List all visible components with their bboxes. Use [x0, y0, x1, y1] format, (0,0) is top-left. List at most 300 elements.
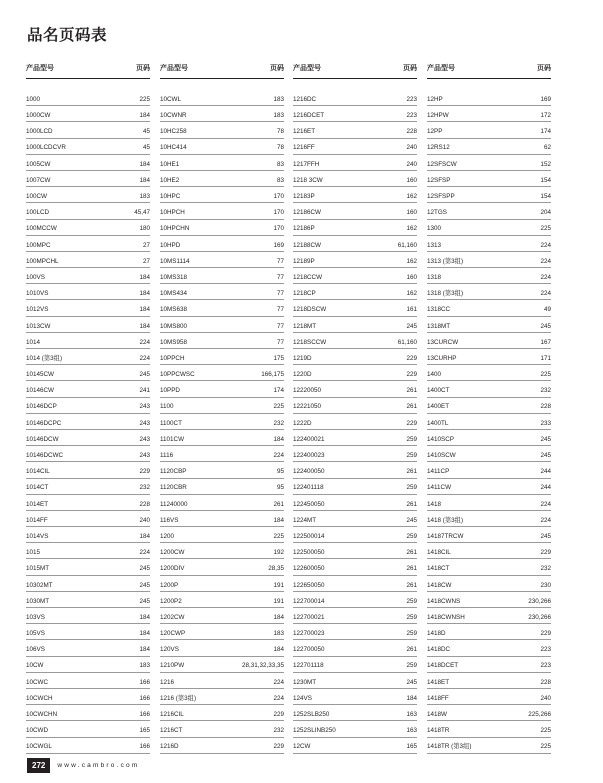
model-number: 1014FF — [26, 516, 48, 524]
table-row — [160, 430, 284, 446]
model-number: 1013CW — [26, 322, 51, 330]
table-row — [26, 527, 150, 543]
page-reference: 62 — [543, 144, 551, 152]
model-number: 1012VS — [26, 306, 49, 314]
page-footer — [27, 757, 139, 773]
model-number: 1218 3CW — [293, 176, 323, 184]
model-number: 1216DCET — [293, 112, 325, 120]
model-number: 1418CWNS — [427, 597, 461, 605]
table-row — [293, 252, 417, 268]
model-number: 1216ET — [293, 128, 316, 136]
page-reference: 230,266 — [528, 613, 551, 621]
page-reference: 232 — [273, 419, 284, 427]
page-reference: 77 — [276, 338, 284, 346]
model-number: 10MS434 — [160, 290, 187, 298]
model-number: 12TGS — [427, 209, 447, 217]
table-row — [427, 527, 551, 543]
page-reference: 95 — [276, 468, 284, 476]
table-row — [427, 640, 551, 656]
index-table — [26, 61, 552, 751]
table-row — [427, 721, 551, 737]
table-row — [26, 462, 150, 478]
model-number: 122700021 — [293, 613, 325, 621]
page-reference: 224 — [273, 694, 284, 702]
table-row — [293, 106, 417, 122]
table-row — [160, 300, 284, 316]
table-row — [26, 333, 150, 349]
table-row — [293, 268, 417, 284]
model-number: 100LCD — [26, 209, 50, 217]
page-reference: 45 — [142, 128, 150, 136]
table-row — [293, 220, 417, 236]
page-reference: 77 — [276, 306, 284, 314]
model-number: 12SFSP — [427, 176, 451, 184]
model-number: 1400CT — [427, 387, 450, 395]
page-reference: 45,47 — [134, 209, 150, 217]
table-row — [427, 155, 551, 171]
table-row — [293, 317, 417, 333]
model-number: 1418CW — [427, 581, 452, 589]
page-reference: 245 — [540, 452, 551, 460]
column-header — [26, 61, 150, 79]
model-number: 1200CW — [160, 549, 185, 557]
model-number: 120VS — [160, 646, 179, 654]
table-row — [293, 430, 417, 446]
model-number: 1252SLB250 — [293, 711, 330, 719]
column-header — [293, 61, 417, 79]
table-row — [427, 381, 551, 397]
table-row — [427, 171, 551, 187]
table-row — [427, 624, 551, 640]
model-number: 1300 — [427, 225, 442, 233]
page-reference: 230,266 — [528, 597, 551, 605]
table-row — [293, 479, 417, 495]
table-row — [160, 527, 284, 543]
table-row — [26, 689, 150, 705]
page-reference: 184 — [139, 306, 150, 314]
table-row — [26, 139, 150, 155]
model-number: 12220050 — [293, 387, 322, 395]
column-header — [427, 61, 551, 79]
page-reference: 230 — [540, 581, 551, 589]
model-number: 100MPCHL — [26, 257, 59, 265]
page-reference: 243 — [139, 419, 150, 427]
table-row — [26, 543, 150, 559]
model-number: 1318 (第3组) — [427, 290, 464, 298]
page-reference: 233 — [540, 419, 551, 427]
page-reference: 225,266 — [528, 711, 551, 719]
row-list — [160, 90, 284, 754]
page-reference: 225 — [540, 371, 551, 379]
page-reference: 240 — [540, 694, 551, 702]
page-reference: 244 — [540, 468, 551, 476]
model-number: 10CWCH — [26, 694, 53, 702]
page-reference: 78 — [276, 128, 284, 136]
table-row — [427, 479, 551, 495]
page-reference: 261 — [406, 565, 417, 573]
page-reference: 174 — [273, 387, 284, 395]
page-reference: 160 — [406, 273, 417, 281]
table-row — [427, 398, 551, 414]
model-number: 1218DSCW — [293, 306, 327, 314]
table-row — [293, 543, 417, 559]
model-number: 1216D — [160, 743, 179, 751]
table-row — [160, 462, 284, 478]
model-number: 1252SLINB250 — [293, 727, 336, 735]
table-row — [26, 381, 150, 397]
model-number: 1030MT — [26, 597, 50, 605]
table-row — [427, 430, 551, 446]
model-number: 1218CCW — [293, 273, 323, 281]
page-reference: 180 — [139, 225, 150, 233]
model-number: 1418CT — [427, 565, 450, 573]
table-row — [160, 333, 284, 349]
page-reference: 259 — [406, 597, 417, 605]
model-number: 1216DC — [293, 95, 317, 103]
page-reference: 229 — [540, 630, 551, 638]
model-number: 1005CW — [26, 160, 51, 168]
table-row — [160, 365, 284, 381]
table-row — [160, 543, 284, 559]
model-number: 12PP — [427, 128, 443, 136]
model-number: 105VS — [26, 630, 45, 638]
model-number: 12CW — [293, 743, 311, 751]
table-row — [293, 576, 417, 592]
table-row — [160, 624, 284, 640]
page-reference: 223 — [406, 95, 417, 103]
model-number: 122500050 — [293, 549, 325, 557]
page-reference: 259 — [406, 452, 417, 460]
page-reference: 166 — [139, 743, 150, 751]
model-number: 10PPCH — [160, 354, 185, 362]
model-number: 1313 — [427, 241, 442, 249]
table-row — [427, 576, 551, 592]
index-column-4 — [427, 61, 551, 751]
table-row — [26, 495, 150, 511]
page-reference: 225 — [540, 225, 551, 233]
page-reference: 163 — [406, 711, 417, 719]
table-row — [160, 576, 284, 592]
page-reference: 261 — [406, 387, 417, 395]
model-number: 11240000 — [160, 500, 188, 508]
model-number: 100MPC — [26, 241, 51, 249]
table-row — [160, 268, 284, 284]
page-reference: 162 — [406, 257, 417, 265]
page-reference: 165 — [406, 743, 417, 751]
table-row — [427, 689, 551, 705]
table-row — [160, 657, 284, 673]
table-row — [160, 317, 284, 333]
page-reference: 229 — [540, 549, 551, 557]
model-number: 1318MT — [427, 322, 451, 330]
table-row — [26, 414, 150, 430]
page-reference: 184 — [139, 112, 150, 120]
row-list — [26, 90, 150, 754]
page-reference: 259 — [406, 435, 417, 443]
page-reference: 245 — [406, 322, 417, 330]
model-number: 116VS — [160, 516, 179, 524]
model-number: 12RS12 — [427, 144, 450, 152]
model-number: 1418ET — [427, 678, 450, 686]
page-reference: 184 — [139, 630, 150, 638]
page-reference: 184 — [139, 273, 150, 281]
table-row — [26, 592, 150, 608]
table-row — [160, 187, 284, 203]
page-reference: 259 — [406, 532, 417, 540]
page-reference: 184 — [139, 176, 150, 184]
model-number: 1400 — [427, 371, 442, 379]
model-number: 12186P — [293, 225, 315, 233]
model-number: 1216CIL — [160, 711, 184, 719]
model-number: 1120CBR — [160, 484, 187, 492]
page-reference: 261 — [406, 500, 417, 508]
page-reference: 77 — [276, 290, 284, 298]
model-number: 12SFSPP — [427, 193, 455, 201]
table-row — [160, 705, 284, 721]
table-row — [160, 592, 284, 608]
model-number: 1418CWNSH — [427, 613, 465, 621]
page-reference: 224 — [273, 678, 284, 686]
page-reference: 166 — [139, 678, 150, 686]
table-row — [427, 187, 551, 203]
table-row — [160, 495, 284, 511]
table-row — [26, 155, 150, 171]
page-reference: 183 — [139, 662, 150, 670]
model-number: 120CWP — [160, 630, 186, 638]
table-row — [160, 673, 284, 689]
table-row — [26, 511, 150, 527]
page-reference: 261 — [406, 646, 417, 654]
table-row — [427, 284, 551, 300]
page-reference: 224 — [540, 290, 551, 298]
page-reference: 244 — [540, 484, 551, 492]
table-row — [160, 106, 284, 122]
table-row — [427, 705, 551, 721]
page-reference: 77 — [276, 273, 284, 281]
model-number: 12183P — [293, 193, 315, 201]
page-reference: 184 — [273, 646, 284, 654]
model-number: 1411CW — [427, 484, 452, 492]
page-number: 272 — [27, 758, 50, 773]
table-row — [427, 220, 551, 236]
page-reference: 261 — [406, 403, 417, 411]
model-number: 1220D — [293, 371, 312, 379]
page-reference: 183 — [273, 95, 284, 103]
table-row — [26, 317, 150, 333]
table-row — [293, 300, 417, 316]
model-number: 1200P — [160, 581, 179, 589]
page-reference: 261 — [273, 500, 284, 508]
page-reference: 204 — [540, 209, 551, 217]
table-row — [293, 155, 417, 171]
page-reference: 232 — [139, 484, 150, 492]
page-reference: 259 — [406, 613, 417, 621]
table-row — [26, 446, 150, 462]
model-number: 10MS638 — [160, 306, 187, 314]
table-row — [293, 398, 417, 414]
model-header: 产品型号 — [160, 65, 188, 72]
model-number: 10146CW — [26, 387, 55, 395]
model-number: 1230MT — [293, 678, 317, 686]
page-reference: 229 — [273, 743, 284, 751]
page-reference: 184 — [139, 532, 150, 540]
model-header: 产品型号 — [427, 65, 455, 72]
page-reference: 183 — [273, 112, 284, 120]
table-row — [293, 236, 417, 252]
table-row — [26, 479, 150, 495]
model-number: 13CURCW — [427, 338, 459, 346]
model-number: 122700023 — [293, 630, 325, 638]
page-reference: 191 — [273, 581, 284, 589]
page-reference: 240 — [139, 516, 150, 524]
table-row — [160, 349, 284, 365]
page-reference: 83 — [276, 160, 284, 168]
table-row — [160, 122, 284, 138]
page-reference: 228 — [406, 128, 417, 136]
page-reference: 192 — [273, 549, 284, 557]
model-number: 10CWCHN — [26, 711, 58, 719]
model-number: 1120CBP — [160, 468, 187, 476]
model-number: 122700050 — [293, 646, 325, 654]
table-row — [427, 673, 551, 689]
page-reference: 28,31,32,33,35 — [241, 662, 284, 670]
model-number: 1318 — [427, 273, 442, 281]
table-row — [26, 106, 150, 122]
page-reference: 154 — [540, 193, 551, 201]
model-number: 10HPCH — [160, 209, 185, 217]
table-row — [293, 349, 417, 365]
table-row — [26, 640, 150, 656]
table-row — [427, 300, 551, 316]
model-number: 1400ET — [427, 403, 450, 411]
model-number: 1015MT — [26, 565, 50, 573]
table-row — [427, 122, 551, 138]
model-number: 1418TR (第3组) — [427, 743, 472, 751]
model-number: 1000CW — [26, 112, 51, 120]
model-number: 122701118 — [293, 662, 324, 670]
model-number: 10HPCHN — [160, 225, 190, 233]
model-number: 10146DCW — [26, 435, 59, 443]
page-reference: 245 — [406, 678, 417, 686]
page-reference: 229 — [406, 419, 417, 427]
model-number: 1100 — [160, 403, 174, 411]
model-number: 1014CT — [26, 484, 49, 492]
table-row — [293, 608, 417, 624]
model-number: 12HPW — [427, 112, 449, 120]
page-reference: 27 — [142, 241, 150, 249]
model-number: 1014 (第3组) — [26, 354, 63, 362]
page-reference: 28,35 — [268, 565, 284, 573]
page-reference: 184 — [273, 435, 284, 443]
table-row — [160, 220, 284, 236]
table-row — [26, 705, 150, 721]
model-number: 10CWC — [26, 678, 49, 686]
model-number: 1418 (第3组) — [427, 516, 464, 524]
model-number: 122400023 — [293, 452, 325, 460]
page-reference: 183 — [139, 193, 150, 201]
model-header: 产品型号 — [293, 65, 321, 72]
table-row — [160, 155, 284, 171]
page-reference: 259 — [406, 484, 417, 492]
table-row — [427, 511, 551, 527]
page-reference: 154 — [540, 176, 551, 184]
model-number: 1418DCET — [427, 662, 459, 670]
model-number: 12189P — [293, 257, 315, 265]
table-row — [26, 430, 150, 446]
page-reference: 152 — [540, 160, 551, 168]
page-header: 页码 — [136, 65, 150, 72]
model-number: 14187TRCW — [427, 532, 464, 540]
model-number: 1100CT — [160, 419, 182, 427]
model-number: 10145CW — [26, 371, 55, 379]
model-number: 10CWNR — [160, 112, 187, 120]
table-row — [26, 738, 150, 754]
page-reference: 225 — [540, 727, 551, 735]
page-reference: 225 — [273, 403, 284, 411]
table-row — [293, 592, 417, 608]
page-reference: 224 — [273, 452, 284, 460]
model-number: 10302MT — [26, 581, 53, 589]
page-reference: 224 — [540, 241, 551, 249]
table-row — [427, 252, 551, 268]
model-number: 10146DCPC — [26, 419, 62, 427]
model-number: 10HPD — [160, 241, 181, 249]
page-reference: 245 — [139, 565, 150, 573]
table-row — [160, 171, 284, 187]
page-reference: 183 — [273, 630, 284, 638]
table-row — [26, 559, 150, 575]
model-number: 10146DCP — [26, 403, 57, 411]
model-number: 1418DC — [427, 646, 451, 654]
table-row — [427, 543, 551, 559]
model-number: 1200 — [160, 532, 175, 540]
index-column-2 — [160, 61, 284, 751]
model-number: 1216CT — [160, 727, 183, 735]
model-number: 1202CW — [160, 613, 185, 621]
page-reference: 261 — [406, 468, 417, 476]
model-number: 122600050 — [293, 565, 325, 573]
page-reference: 172 — [540, 112, 551, 120]
page-reference: 232 — [540, 387, 551, 395]
page-reference: 77 — [276, 322, 284, 330]
table-row — [427, 90, 551, 106]
model-number: 1418D — [427, 630, 446, 638]
model-number: 1007CW — [26, 176, 51, 184]
page-reference: 229 — [406, 371, 417, 379]
model-number: 10MS958 — [160, 338, 187, 346]
table-row — [293, 446, 417, 462]
page-reference: 224 — [540, 273, 551, 281]
table-row — [26, 624, 150, 640]
page-reference: 184 — [139, 322, 150, 330]
table-row — [293, 624, 417, 640]
page-reference: 245 — [540, 322, 551, 330]
table-row — [26, 203, 150, 219]
page-reference: 232 — [273, 727, 284, 735]
table-row — [293, 721, 417, 737]
model-number: 1000 — [26, 95, 41, 103]
table-row — [293, 705, 417, 721]
page-reference: 95 — [276, 484, 284, 492]
table-row — [427, 203, 551, 219]
model-number: 122500014 — [293, 532, 325, 540]
page-reference: 184 — [406, 694, 417, 702]
table-row — [26, 171, 150, 187]
table-row — [26, 365, 150, 381]
model-number: 12SFSCW — [427, 160, 457, 168]
table-row — [293, 738, 417, 754]
table-row — [160, 559, 284, 575]
